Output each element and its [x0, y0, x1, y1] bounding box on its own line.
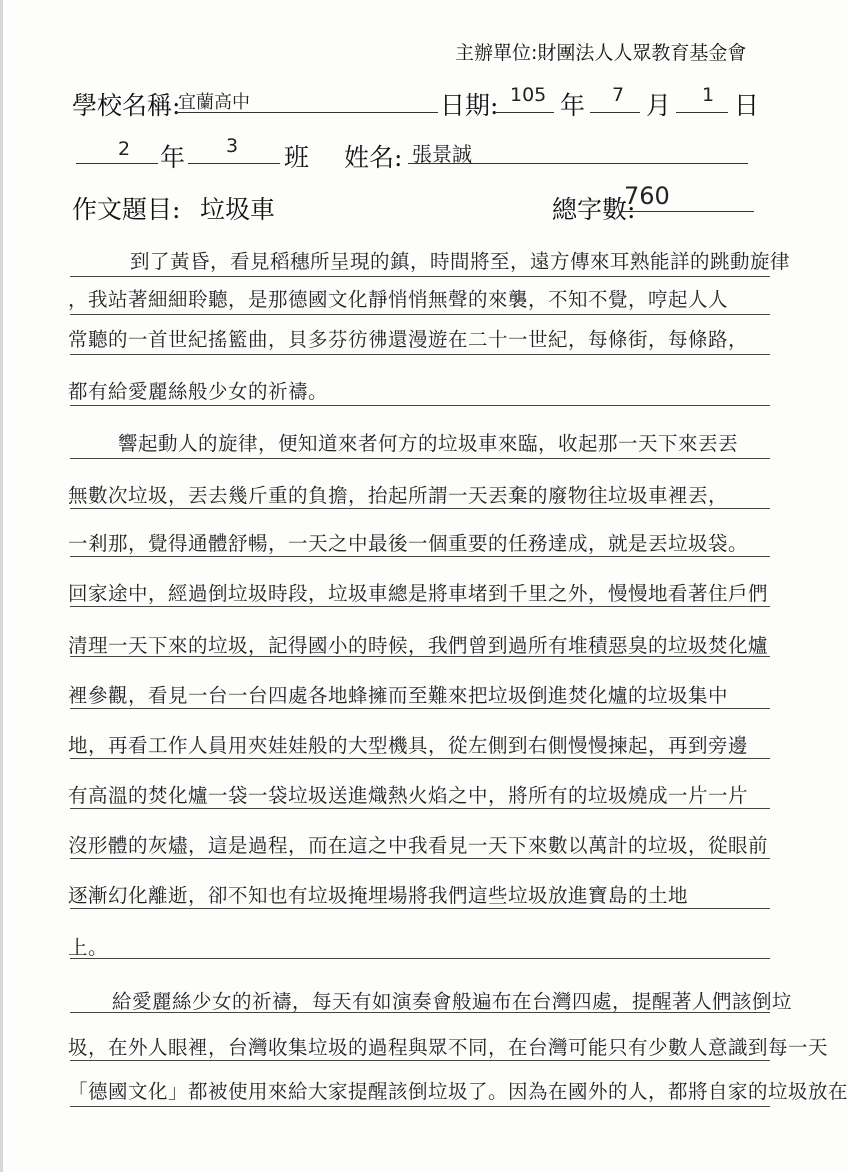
essay-line: 有高溫的焚化爐一袋一袋垃圾送進熾熱火焰之中，將所有的垃圾燒成一片一片 [68, 784, 749, 807]
wordcount-label: 總字數: [552, 195, 636, 224]
ruled-line [70, 354, 770, 355]
grade-unit: 年 [160, 143, 186, 172]
title-value: 垃圾車 [200, 195, 276, 224]
ruled-line [70, 758, 770, 759]
class-unit: 班 [284, 143, 310, 172]
ruled-line [70, 405, 770, 406]
day-value: 1 [702, 84, 715, 106]
ruled-line [70, 708, 770, 709]
essay-line: 都有給愛麗絲般少女的祈禱。 [68, 380, 329, 403]
name-label: 姓名: [344, 143, 403, 172]
ruled-line [70, 458, 770, 459]
year-value: 105 [510, 84, 547, 106]
wordcount-underline [622, 211, 754, 212]
essay-line: 回家途中，經過倒垃圾時段，垃圾車總是將車堵到千里之外，慢慢地看著住戶們 [68, 582, 769, 605]
ruled-line [70, 1060, 770, 1061]
school-underline [176, 112, 438, 113]
essay-line: 常聽的一首世紀搖籃曲，貝多芬彷彿還漫遊在二十一世紀，每條街，每條路， [68, 328, 749, 351]
month-underline [590, 112, 640, 113]
school-label: 學校名稱: [72, 91, 181, 120]
ruled-line [70, 908, 770, 909]
essay-line: 「德國文化」都被使用來給大家提醒該倒垃圾了。因為在國外的人，都將自家的垃圾放在 [68, 1080, 848, 1103]
essay-line: 裡參觀，看見一台一台四處各地蜂擁而至難來把垃圾倒進焚化爐的垃圾集中 [68, 684, 729, 707]
ruled-line [70, 606, 770, 607]
essay-line: 上。 [68, 936, 109, 959]
essay-line: 一剎那，覺得通體舒暢，一天之中最後一個重要的任務達成，就是丟垃圾袋。 [68, 532, 749, 555]
essay-line: 地，再看工作人員用夾娃娃般的大型機具，從左側到右側慢慢揀起，再到旁邊 [68, 734, 749, 757]
school-value: 宜蘭高中 [178, 92, 250, 113]
essay-line: 圾，在外人眼裡，台灣收集垃圾的過程與眾不同，在台灣可能只有少數人意識到每一天 [68, 1036, 829, 1059]
essay-line: 給愛麗絲少女的祈禱，每天有如演奏會般遍布在台灣四處，提醒著人們該倒垃 [112, 990, 793, 1013]
ruled-line [70, 1106, 770, 1107]
essay-line: 響起動人的旋律，便知道來者何方的垃圾車來臨，收起那一天下來丟丟 [118, 432, 739, 455]
ruled-line [70, 858, 770, 859]
essay-line: 到了黃昏，看見稻穗所呈現的鎮，時間將至，遠方傳來耳熟能詳的跳動旋律 [130, 250, 791, 273]
name-underline [408, 163, 748, 164]
grade-value: 2 [118, 138, 131, 160]
day-underline [676, 112, 728, 113]
class-value: 3 [226, 135, 239, 157]
essay-line: 無數次垃圾，丟去幾斤重的負擔，抬起所謂一天丟棄的廢物往垃圾車裡丟， [68, 484, 729, 507]
ruled-line [70, 508, 770, 509]
year-unit: 年 [560, 91, 586, 120]
ruled-line [70, 808, 770, 809]
ruled-line [70, 314, 770, 315]
name-value: 張景誠 [412, 142, 472, 166]
ruled-line [70, 276, 770, 277]
class-underline [188, 163, 280, 164]
essay-line: 逐漸幻化離逝，卻不知也有垃圾掩埋場將我們這些垃圾放進寶島的土地 [68, 884, 689, 907]
month-value: 7 [612, 84, 625, 106]
organizer-text: 主辦單位:財團法人人眾教育基金會 [455, 42, 747, 64]
scan-edge [0, 0, 3, 1172]
date-label: 日期: [440, 91, 499, 120]
month-unit: 月 [646, 91, 672, 120]
essay-line: 清理一天下來的垃圾，記得國小的時候，我們曾到過所有堆積惡臭的垃圾焚化爐 [68, 634, 769, 657]
year-underline [496, 112, 554, 113]
day-unit: 日 [734, 91, 760, 120]
essay-line: ，我站著細細聆聽，是那德國文化靜悄悄無聲的來襲，不知不覺，哼起人人 [68, 288, 729, 311]
ruled-line [70, 556, 770, 557]
essay-line: 沒形體的灰燼，這是過程，而在這之中我看見一天下來數以萬計的垃圾，從眼前 [68, 834, 769, 857]
wordcount-value: 760 [624, 182, 670, 210]
grade-underline [76, 163, 158, 164]
title-label: 作文題目: [72, 195, 181, 224]
